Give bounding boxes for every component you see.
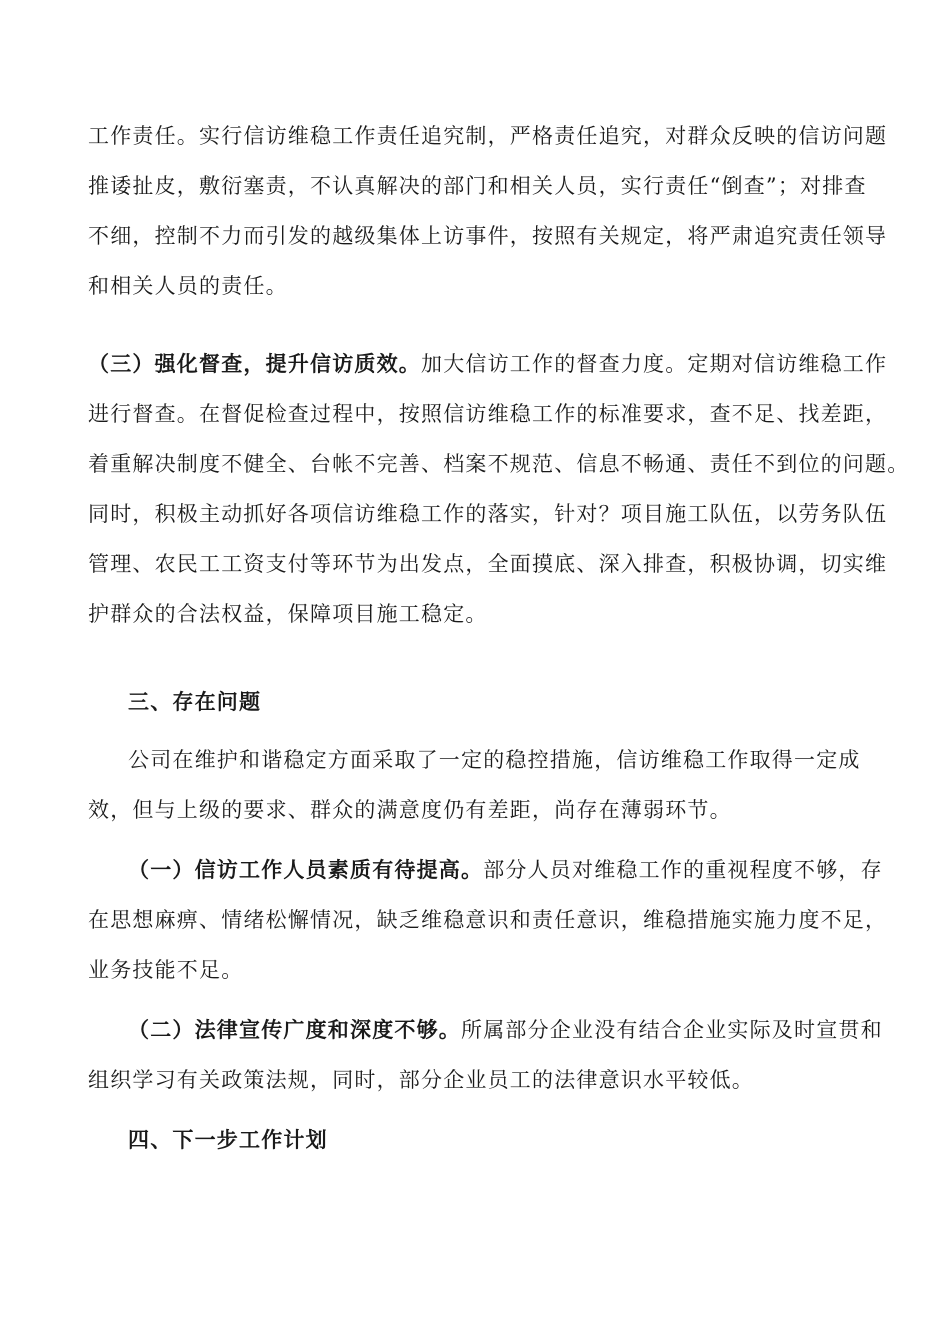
paragraph-2-line-5: 管理、农民工工资支付等环节为出发点，全面摸底、深入排查，积极协调，切实维 xyxy=(88,552,888,576)
paragraph-1-line-1: 工作责任。实行信访维稳工作责任追究制，严格责任追究，对群众反映的信访问题 xyxy=(88,124,888,148)
item-1-first-line-text: 部分人员对维稳工作的重视程度不够，存 xyxy=(483,858,883,882)
section-4-heading: 四、下一步工作计划 xyxy=(128,1127,328,1152)
section-3-heading: 三、存在问题 xyxy=(128,689,262,714)
item-2-heading: （二）法律宣传广度和深度不够。 xyxy=(128,1017,461,1042)
item-1-heading: （一）信访工作人员素质有待提高。 xyxy=(128,857,484,882)
item-2-line-2: 组织学习有关政策法规，同时，部分企业员工的法律意识水平较低。 xyxy=(88,1068,754,1092)
item-1-line-3: 业务技能不足。 xyxy=(88,958,244,982)
paragraph-1-line-3: 不细，控制不力而引发的越级集体上访事件，按照有关规定，将严肃追究责任领导 xyxy=(88,224,888,248)
paragraph-2-heading: （三）强化督查，提升信访质效。 xyxy=(88,351,421,376)
item-2-line-1 xyxy=(128,1016,883,1044)
paragraph-2-first-line-text: 加大信访工作的督查力度。定期对信访维稳工作 xyxy=(421,352,888,376)
paragraph-1-line-2: 推诿扯皮，敷衍塞责，不认真解决的部门和相关人员，实行责任“倒查”；对排查 xyxy=(88,174,867,198)
item-2-first-line-text: 所属部分企业没有结合企业实际及时宣贯和 xyxy=(461,1018,883,1042)
paragraph-2-line-1 xyxy=(88,350,887,378)
paragraph-2-line-3: 着重解决制度不健全、台帐不完善、档案不规范、信息不畅通、责任不到位的问题。 xyxy=(88,452,910,476)
section-3-intro-line-1: 公司在维护和谐稳定方面采取了一定的稳控措施，信访维稳工作取得一定成 xyxy=(128,748,861,772)
section-3-intro-line-2: 效，但与上级的要求、群众的满意度仍有差距，尚存在薄弱环节。 xyxy=(88,798,732,822)
paragraph-2-line-2: 进行督查。在督促检查过程中，按照信访维稳工作的标准要求，查不足、找差距， xyxy=(88,402,888,426)
item-1-line-1 xyxy=(128,856,883,884)
paragraph-2-line-4: 同时，积极主动抓好各项信访维稳工作的落实，针对？项目施工队伍，以劳务队伍 xyxy=(88,502,888,526)
paragraph-1-line-4: 和相关人员的责任。 xyxy=(88,274,288,298)
item-1-line-2: 在思想麻痹、情绪松懈情况，缺乏维稳意识和责任意识，维稳措施实施力度不足， xyxy=(88,908,888,932)
paragraph-2-line-6: 护群众的合法权益，保障项目施工稳定。 xyxy=(88,602,488,626)
